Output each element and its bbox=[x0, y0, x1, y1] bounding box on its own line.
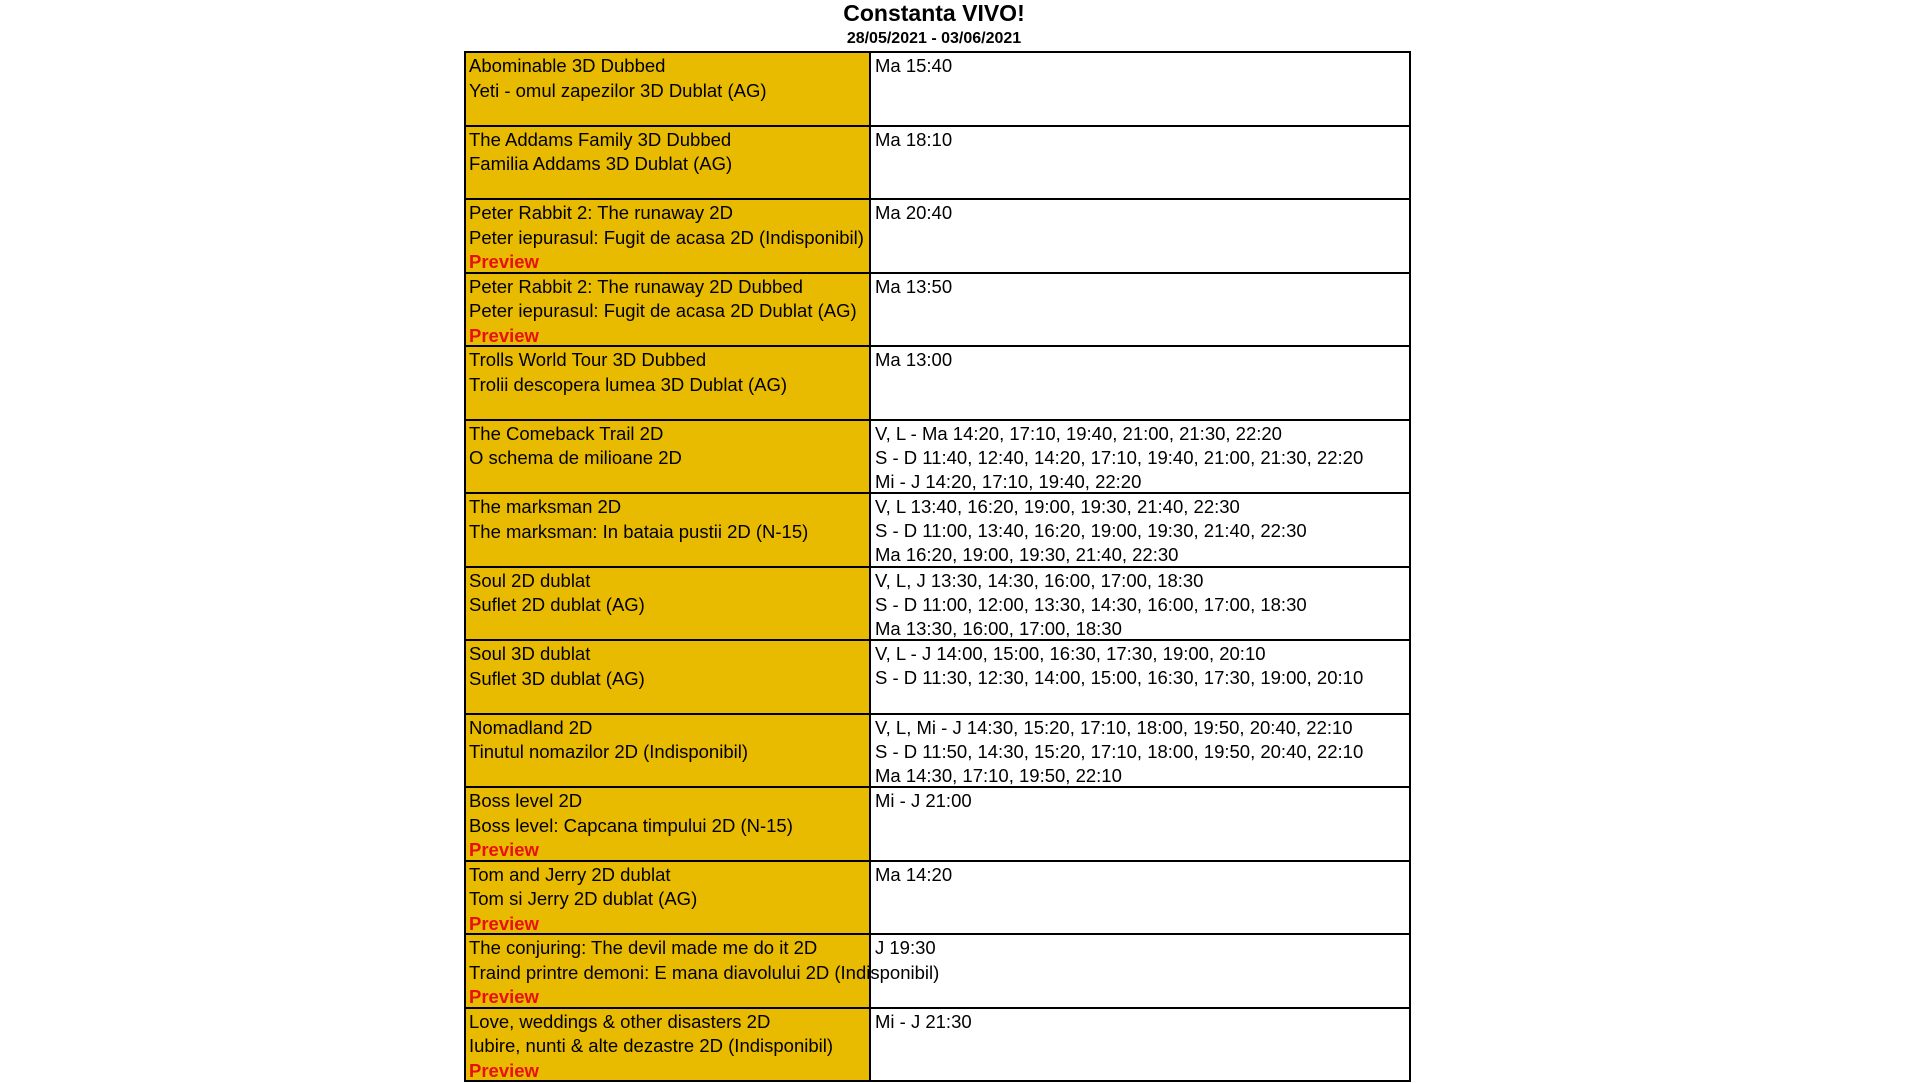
movie-title-ro: Tom si Jerry 2D dublat (AG) bbox=[469, 887, 869, 912]
schedule-row bbox=[466, 421, 1409, 495]
showtime-line: V, L - Ma 14:20, 17:10, 19:40, 21:00, 21:30, 22:20 bbox=[875, 422, 1409, 446]
showtime-line: Ma 13:50 bbox=[875, 275, 1409, 299]
schedule-row bbox=[466, 127, 1409, 201]
showtimes-cell bbox=[871, 274, 1409, 346]
movie-cell bbox=[466, 641, 871, 713]
schedule-row bbox=[466, 641, 1409, 715]
showtime-line: Mi - J 21:00 bbox=[875, 789, 1409, 813]
showtime-line: Ma 18:10 bbox=[875, 128, 1409, 152]
schedule-row bbox=[466, 200, 1409, 274]
movie-title-en: Soul 2D dublat bbox=[469, 569, 869, 594]
showtime-line: Ma 15:40 bbox=[875, 54, 1409, 78]
movie-cell bbox=[466, 788, 871, 860]
showtimes-cell bbox=[871, 715, 1409, 787]
showtimes-cell bbox=[871, 347, 1409, 419]
movie-title-en: The Comeback Trail 2D bbox=[469, 422, 869, 447]
movie-title-en: Abominable 3D Dubbed bbox=[469, 54, 869, 79]
movie-title-en: Peter Rabbit 2: The runaway 2D bbox=[469, 201, 869, 226]
schedule-row bbox=[466, 568, 1409, 642]
showtime-line: Ma 20:40 bbox=[875, 201, 1409, 225]
showtime-line: S - D 11:00, 12:00, 13:30, 14:30, 16:00, 17:00, 18:30 bbox=[875, 593, 1409, 617]
showtimes-cell bbox=[871, 1009, 1409, 1081]
movie-title-en: Nomadland 2D bbox=[469, 716, 869, 741]
schedule-row bbox=[466, 494, 1409, 568]
movie-cell bbox=[466, 274, 871, 346]
movie-cell bbox=[466, 715, 871, 787]
movie-title-en: Boss level 2D bbox=[469, 789, 869, 814]
showtimes-cell bbox=[871, 127, 1409, 199]
showtime-line: Mi - J 14:20, 17:10, 19:40, 22:20 bbox=[875, 470, 1409, 494]
preview-label: Preview bbox=[469, 324, 869, 349]
schedule-row bbox=[466, 935, 1409, 1009]
showtime-line: J 19:30 bbox=[875, 936, 1409, 960]
showtimes-cell bbox=[871, 568, 1409, 640]
movie-title-en: Tom and Jerry 2D dublat bbox=[469, 863, 869, 888]
showtime-line: V, L, Mi - J 14:30, 15:20, 17:10, 18:00, 19:50, 20:40, 22:10 bbox=[875, 716, 1409, 740]
movie-cell bbox=[466, 53, 871, 125]
movie-title-en: The conjuring: The devil made me do it 2D bbox=[469, 936, 869, 961]
preview-label: Preview bbox=[469, 838, 869, 863]
movie-title-ro: Familia Addams 3D Dublat (AG) bbox=[469, 152, 869, 177]
movie-title-ro: Trolii descopera lumea 3D Dublat (AG) bbox=[469, 373, 869, 398]
schedule-row bbox=[466, 862, 1409, 936]
schedule-row bbox=[466, 1009, 1409, 1083]
schedule-row bbox=[466, 53, 1409, 127]
movie-cell bbox=[466, 862, 871, 934]
movie-title-en: The Addams Family 3D Dubbed bbox=[469, 128, 869, 153]
schedule-row bbox=[466, 788, 1409, 862]
date-range: 28/05/2021 - 03/06/2021 bbox=[0, 29, 1868, 49]
movie-title-ro: The marksman: In bataia pustii 2D (N-15) bbox=[469, 520, 869, 545]
movie-cell bbox=[466, 200, 871, 272]
showtime-line: Ma 14:20 bbox=[875, 863, 1409, 887]
movie-title-ro: Yeti - omul zapezilor 3D Dublat (AG) bbox=[469, 79, 869, 104]
movie-cell bbox=[466, 127, 871, 199]
showtimes-cell bbox=[871, 53, 1409, 125]
showtime-line: V, L 13:40, 16:20, 19:00, 19:30, 21:40, 22:30 bbox=[875, 495, 1409, 519]
showtimes-cell bbox=[871, 935, 1409, 1007]
showtimes-cell bbox=[871, 641, 1409, 713]
showtime-line: S - D 11:00, 13:40, 16:20, 19:00, 19:30, 21:40, 22:30 bbox=[875, 519, 1409, 543]
showtimes-cell bbox=[871, 788, 1409, 860]
movie-title-ro: Boss level: Capcana timpului 2D (N-15) bbox=[469, 814, 869, 839]
movie-title-ro: Peter iepurasul: Fugit de acasa 2D Dublat (AG) bbox=[469, 299, 869, 324]
movie-title-ro: Peter iepurasul: Fugit de acasa 2D (Indisponibil) bbox=[469, 226, 869, 251]
movie-cell bbox=[466, 935, 871, 1007]
movie-cell bbox=[466, 1009, 871, 1081]
preview-label: Preview bbox=[469, 1059, 869, 1083]
showtime-line: S - D 11:30, 12:30, 14:00, 15:00, 16:30, 17:30, 19:00, 20:10 bbox=[875, 666, 1409, 690]
movie-title-ro: Traind printre demoni: E mana diavolului 2D (Indisponibil) bbox=[469, 961, 869, 986]
schedule-row bbox=[466, 715, 1409, 789]
schedule-table bbox=[464, 51, 1411, 1082]
showtimes-cell bbox=[871, 200, 1409, 272]
movie-title-en: Love, weddings & other disasters 2D bbox=[469, 1010, 869, 1035]
showtime-line: Ma 14:30, 17:10, 19:50, 22:10 bbox=[875, 764, 1409, 788]
movie-cell bbox=[466, 568, 871, 640]
preview-label: Preview bbox=[469, 912, 869, 937]
showtimes-cell bbox=[871, 421, 1409, 493]
movie-cell bbox=[466, 347, 871, 419]
showtime-line: Ma 16:20, 19:00, 19:30, 21:40, 22:30 bbox=[875, 543, 1409, 567]
movie-title-ro: Tinutul nomazilor 2D (Indisponibil) bbox=[469, 740, 869, 765]
showtime-line: S - D 11:40, 12:40, 14:20, 17:10, 19:40, 21:00, 21:30, 22:20 bbox=[875, 446, 1409, 470]
schedule-row bbox=[466, 274, 1409, 348]
showtime-line: V, L - J 14:00, 15:00, 16:30, 17:30, 19:00, 20:10 bbox=[875, 642, 1409, 666]
showtime-line: Ma 13:00 bbox=[875, 348, 1409, 372]
preview-label: Preview bbox=[469, 985, 869, 1010]
preview-label: Preview bbox=[469, 250, 869, 275]
showtimes-cell bbox=[871, 862, 1409, 934]
movie-title-ro: Iubire, nunti & alte dezastre 2D (Indisponibil) bbox=[469, 1034, 869, 1059]
showtime-line: Ma 13:30, 16:00, 17:00, 18:30 bbox=[875, 617, 1409, 641]
showtime-line: Mi - J 21:30 bbox=[875, 1010, 1409, 1034]
showtimes-cell bbox=[871, 494, 1409, 566]
schedule-row bbox=[466, 347, 1409, 421]
movie-title-en: Trolls World Tour 3D Dubbed bbox=[469, 348, 869, 373]
showtime-line: S - D 11:50, 14:30, 15:20, 17:10, 18:00, 19:50, 20:40, 22:10 bbox=[875, 740, 1409, 764]
movie-title-en: The marksman 2D bbox=[469, 495, 869, 520]
movie-title-en: Peter Rabbit 2: The runaway 2D Dubbed bbox=[469, 275, 869, 300]
showtime-line: V, L, J 13:30, 14:30, 16:00, 17:00, 18:30 bbox=[875, 569, 1409, 593]
movie-title-ro: O schema de milioane 2D bbox=[469, 446, 869, 471]
movie-title-en: Soul 3D dublat bbox=[469, 642, 869, 667]
page-title: Constanta VIVO! bbox=[0, 0, 1868, 27]
movie-cell bbox=[466, 494, 871, 566]
movie-cell bbox=[466, 421, 871, 493]
movie-title-ro: Suflet 2D dublat (AG) bbox=[469, 593, 869, 618]
movie-title-ro: Suflet 3D dublat (AG) bbox=[469, 667, 869, 692]
